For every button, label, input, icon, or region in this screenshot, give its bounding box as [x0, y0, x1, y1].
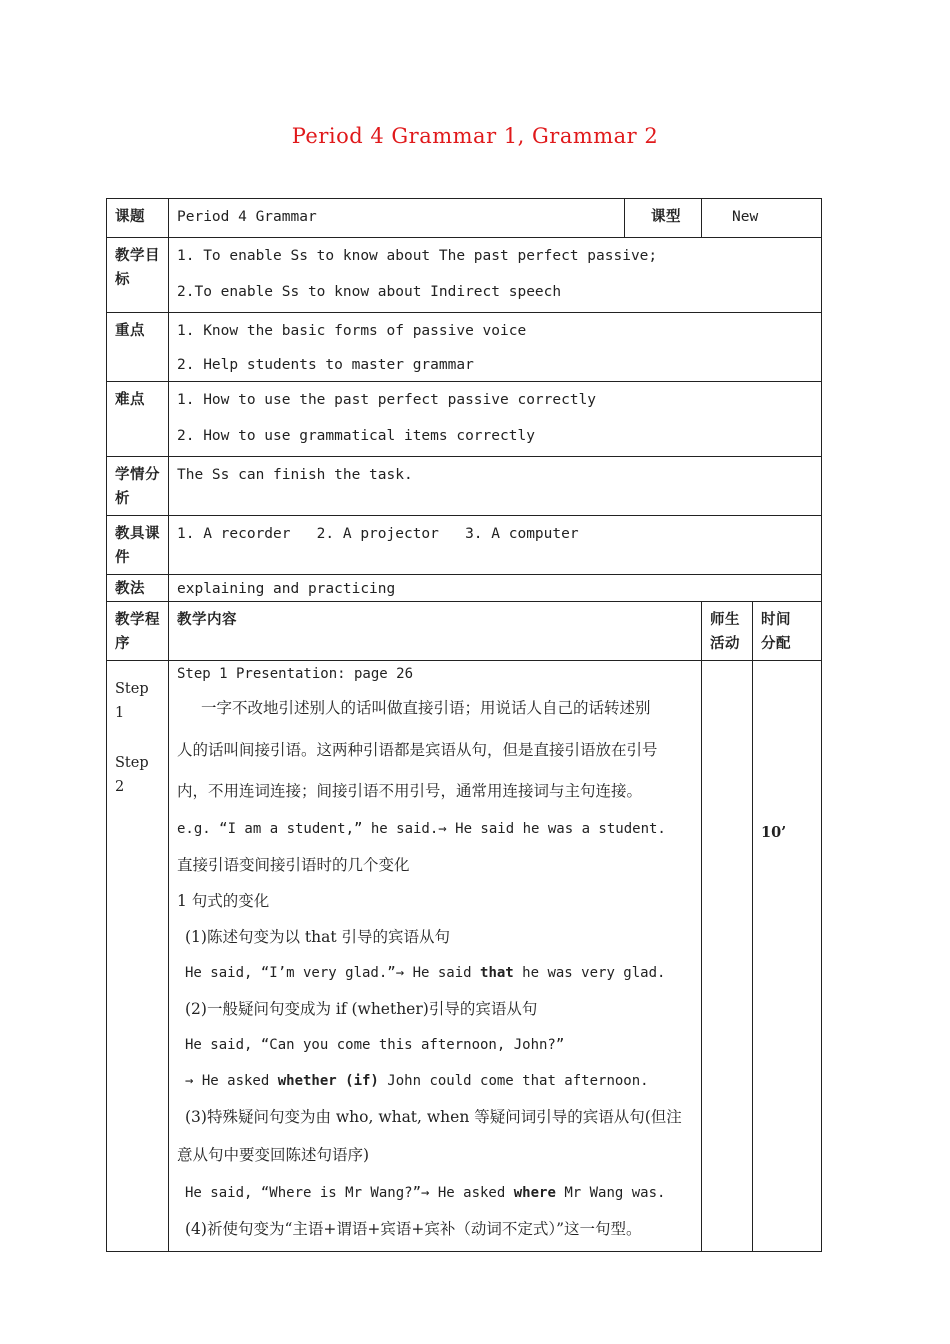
content-header: 教学内容 — [169, 602, 702, 661]
row-analysis — [107, 457, 822, 516]
row-objectives — [107, 238, 822, 313]
steps-column — [107, 661, 169, 1252]
lesson-plan-table — [106, 198, 822, 1252]
content-line-6: 直接引语变间接引语时的几个变化 — [177, 856, 410, 874]
content-line-4: 内，不用连词连接；间接引语不用引号，通常用连接词与主句连接。 — [177, 782, 643, 800]
example-1-text: He said, “I’m very glad.”→ He said — [185, 965, 481, 981]
topic-value: Period 4 Grammar — [169, 199, 625, 238]
content-line-13: (3)特殊疑问句变为由 who, what, when 等疑问词引导的宾语从句(但注 — [185, 1108, 682, 1126]
step-1-label: Step 1 — [115, 681, 149, 721]
difficulty-line-1: 1. How to use the past perfect passive correctly — [177, 392, 597, 408]
step-content — [169, 661, 702, 1252]
example-3-keyword: where — [513, 1185, 556, 1201]
example-1-keyword: that — [480, 965, 514, 981]
type-label: 课型 — [625, 199, 702, 238]
content-line-3: 人的话叫间接引语。这两种引语都是宾语从句，但是直接引语放在引号 — [177, 741, 658, 759]
content-line-14: 意从句中要变回陈述句语序) — [177, 1146, 370, 1164]
topic-label: 课题 — [107, 199, 169, 238]
key-point-line-2: 2. Help students to master grammar — [177, 357, 474, 373]
type-value: New — [702, 199, 822, 238]
row-tools — [107, 516, 822, 575]
difficulty-line-2: 2. How to use grammatical items correctly — [177, 428, 535, 444]
key-points-label: 重点 — [107, 313, 169, 382]
analysis-label: 学情分析 — [107, 457, 169, 516]
content-line-12 — [177, 1063, 694, 1099]
example-3-rest: Mr Wang was. — [555, 1185, 666, 1201]
activity-cell — [702, 661, 753, 1252]
objectives-value — [169, 238, 822, 313]
example-3-text: He said, “Where is Mr Wang?”→ He asked — [185, 1185, 514, 1201]
content-line-1: Step 1 Presentation: page 26 — [177, 666, 414, 682]
objectives-label: 教学目标 — [107, 238, 169, 313]
content-line-5: e.g. “I am a student,” he said.→ He said he was a student. — [177, 821, 666, 837]
example-2-keyword: whether (if) — [277, 1073, 379, 1089]
method-value: explaining and practicing — [169, 575, 822, 602]
time-cell: 10’ — [753, 661, 822, 1252]
content-line-11: He said, “Can you come this afternoon, John?” — [185, 1037, 565, 1053]
difficulties-value — [169, 382, 822, 457]
content-line-9 — [177, 955, 694, 991]
tools-label: 教具课件 — [107, 516, 169, 575]
content-line-2: 一字不改地引述别人的话叫做直接引语；用说话人自己的话转述别 — [201, 699, 651, 717]
content-line-7: 1 句式的变化 — [177, 892, 270, 910]
example-2-text: → He asked — [185, 1073, 278, 1089]
row-steps — [107, 661, 822, 1252]
objective-line-1: 1. To enable Ss to know about The past perfect passive; — [177, 248, 658, 264]
step-2-label: Step 2 — [115, 755, 149, 795]
time-header: 时间分配 — [753, 602, 822, 661]
content-line-16: (4)祈使句变为“主语+谓语+宾语+宾补（动词不定式）”这一句型。 — [185, 1220, 642, 1238]
procedure-label: 教学程序 — [107, 602, 169, 661]
key-point-line-1: 1. Know the basic forms of passive voice — [177, 323, 527, 339]
key-points-value — [169, 313, 822, 382]
row-topic — [107, 199, 822, 238]
difficulties-label: 难点 — [107, 382, 169, 457]
method-label: 教法 — [107, 575, 169, 602]
content-line-8: (1)陈述句变为以 that 引导的宾语从句 — [185, 928, 450, 946]
activity-header: 师生活动 — [702, 602, 753, 661]
row-difficulties — [107, 382, 822, 457]
example-2-rest: John could come that afternoon. — [378, 1073, 649, 1089]
row-method — [107, 575, 822, 602]
content-line-15 — [177, 1175, 694, 1211]
objective-line-2: 2.To enable Ss to know about Indirect speech — [177, 284, 562, 300]
analysis-value: The Ss can finish the task. — [169, 457, 822, 516]
page-title: Period 4 Grammar 1, Grammar 2 — [291, 124, 659, 148]
content-line-10: (2)一般疑问句变成为 if (whether)引导的宾语从句 — [185, 1000, 538, 1018]
example-1-rest: he was very glad. — [513, 965, 666, 981]
tools-value: 1. A recorder 2. A projector 3. A computer — [169, 516, 822, 575]
row-procedure-header — [107, 602, 822, 661]
row-key-points — [107, 313, 822, 382]
